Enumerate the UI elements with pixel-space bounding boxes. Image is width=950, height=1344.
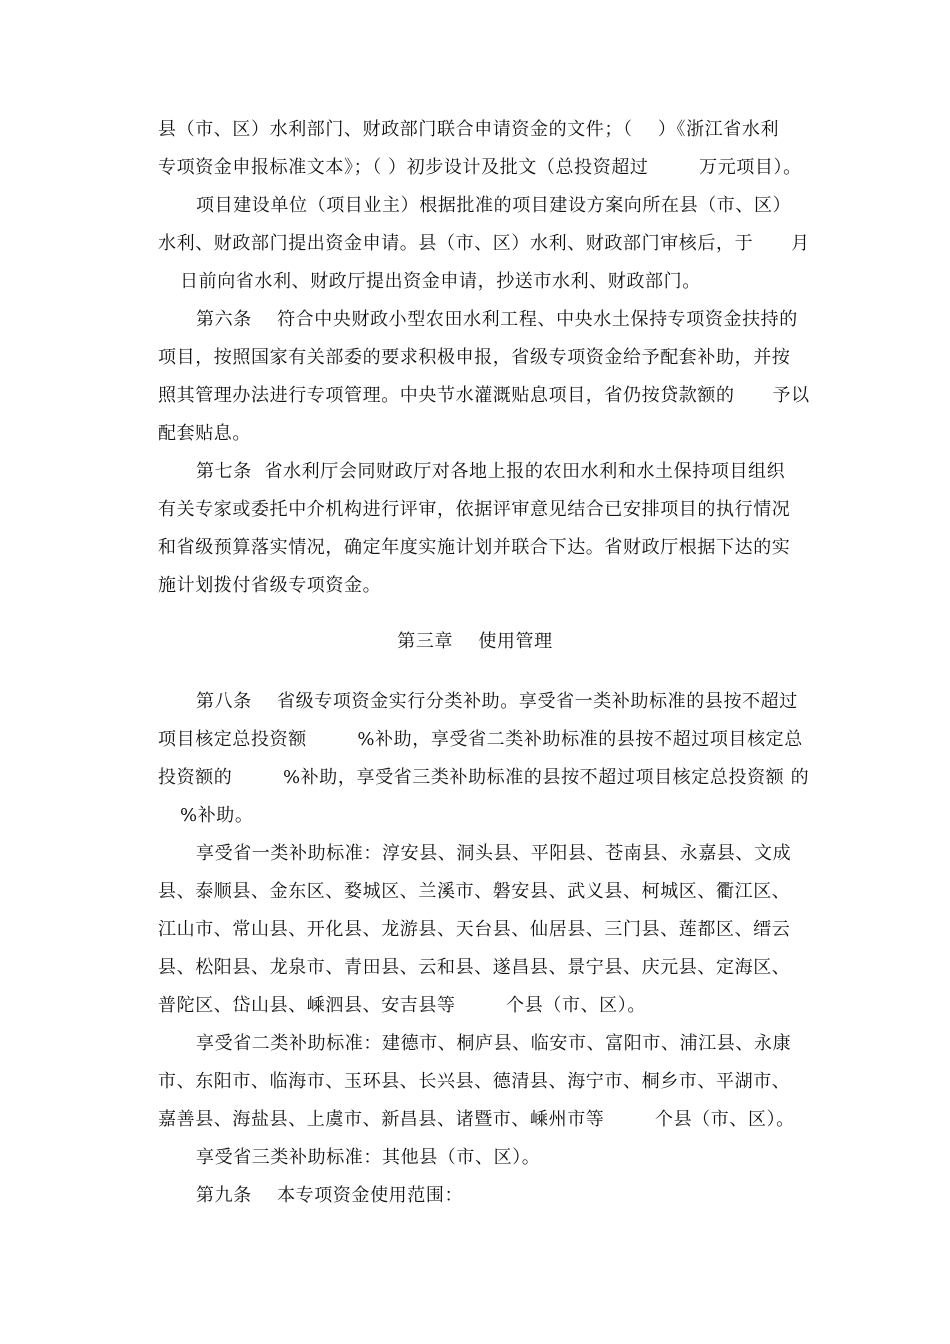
article-8-line: 第八条 省级专项资金实行分类补助。享受省一类补助标准的县按不超过 bbox=[196, 691, 798, 712]
paragraph-line: 县、松阳县、龙泉市、青田县、云和县、遂昌县、景宁县、庆元县、定海区、 bbox=[158, 957, 791, 978]
paragraph-line: 投资额的 %补助，享受省三类补助标准的县按不超过项目核定总投资额 的 bbox=[158, 767, 810, 788]
article-7-line: 第七条 省水利厅会同财政厅对各地上报的农田水利和水土保持项目组织 bbox=[196, 461, 786, 482]
paragraph-line: 嘉善县、海盐县、上虞市、新昌县、诸暨市、嵊州市等 个县（市、区）。 bbox=[158, 1109, 795, 1130]
paragraph-line: 有关专家或委托中介机构进行评审，依据评审意见结合已安排项目的执行情况 bbox=[158, 499, 791, 520]
article-6-line: 第六条 符合中央财政小型农田水利工程、中央水土保持专项资金扶持的 bbox=[196, 309, 798, 330]
paragraph-line: 县（市、区）水利部门、财政部门联合申请资金的文件；（ ）《浙江省水利 bbox=[158, 119, 780, 140]
paragraph-line: 水利、财政部门提出资金申请。县（市、区）水利、财政部门审核后，于 月 bbox=[158, 233, 810, 254]
paragraph-line: 享受省二类补助标准：建德市、桐庐县、临安市、富阳市、浦江县、永康 bbox=[196, 1033, 792, 1054]
paragraph-line: 照其管理办法进行专项管理。中央节水灌溉贴息项目，省仍按贷款额的 予以 bbox=[158, 385, 810, 406]
paragraph-line: 项目，按照国家有关部委的要求积极申报，省级专项资金给予配套补助，并按 bbox=[158, 347, 791, 368]
paragraph-line: 专项资金申报标准文本》；（ ）初步设计及批文（总投资超过 万元项目）。 bbox=[158, 157, 802, 178]
paragraph-line: 项目核定总投资额 %补助，享受省二类补助标准的县按不超过项目核定总 bbox=[158, 729, 803, 750]
paragraph-line: 江山市、常山县、开化县、龙游县、天台县、仙居县、三门县、莲都区、缙云 bbox=[158, 919, 791, 940]
paragraph-line: %补助。 bbox=[180, 805, 254, 826]
paragraph-line: 享受省一类补助标准：淳安县、洞头县、平阳县、苍南县、永嘉县、文成 bbox=[196, 843, 792, 864]
paragraph-line: 市、东阳市、临海市、玉环县、长兴县、德清县、海宁市、桐乡市、平湖市、 bbox=[158, 1071, 791, 1092]
paragraph-line: 普陀区、岱山县、嵊泗县、安吉县等 个县（市、区）。 bbox=[158, 995, 646, 1016]
paragraph-line: 项目建设单位（项目业主）根据批准的项目建设方案向所在县（市、区） bbox=[196, 195, 792, 216]
chapter-heading: 第三章 使用管理 bbox=[397, 631, 553, 652]
paragraph-line: 配套贴息。 bbox=[158, 423, 251, 444]
paragraph-line: 和省级预算落实情况，确定年度实施计划并联合下达。省财政厅根据下达的实 bbox=[158, 537, 791, 558]
paragraph-line: 县、泰顺县、金东区、婺城区、兰溪市、磐安县、武义县、柯城区、衢江区、 bbox=[158, 881, 791, 902]
article-9-line: 第九条 本专项资金使用范围： bbox=[196, 1185, 464, 1206]
paragraph-line: 享受省三类补助标准：其他县（市、区）。 bbox=[196, 1147, 541, 1168]
paragraph-line: 日前向省水利、财政厅提出资金申请，抄送市水利、财政部门。 bbox=[180, 271, 701, 292]
paragraph-line: 施计划拨付省级专项资金。 bbox=[158, 575, 382, 596]
